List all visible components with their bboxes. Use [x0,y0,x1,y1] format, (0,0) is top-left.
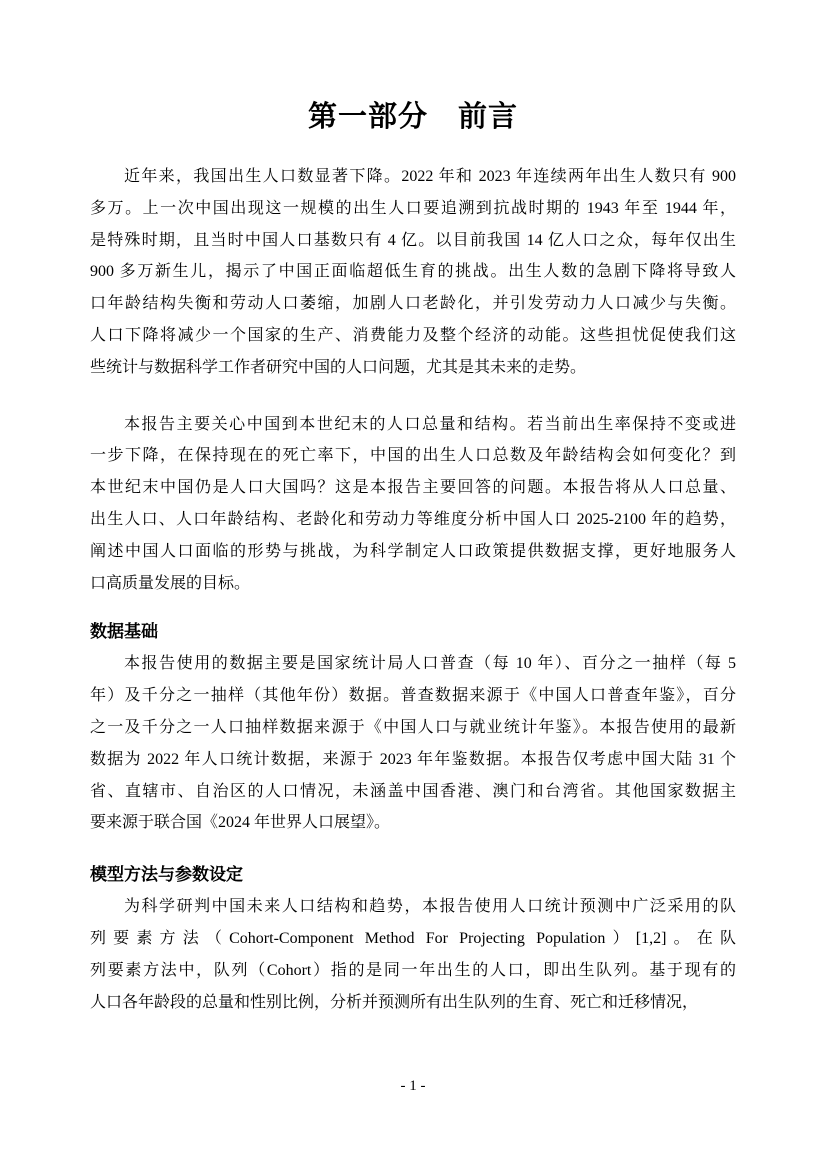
text-line: 本报告主要关心中国到本世纪末的人口总量和结构。若当前出生率保持不变或进 [124,415,736,433]
text-line: 本报告使用的数据主要是国家统计局人口普查（每 10 年）、百分之一抽样（每 5 [124,655,736,673]
text-line: 为科学研判中国未来人口结构和趋势，本报告使用人口统计预测中广泛采用的队 [124,898,736,916]
text-line: 多万。上一次中国出现这一规模的出生人口要追溯到抗战时期的 1943 年至 1944 年， [90,199,736,217]
text-line: 出生人口、人口年龄结构、老龄化和劳动力等维度分析中国人口 2025-2100 年的趋势， [90,510,736,528]
text-line: 列要素方法（Cohort-Component Method For Projecting Population）[1,2]。在队 [90,929,736,947]
text-line: 口年龄结构失衡和劳动人口萎缩，加剧人口老龄化，并引发劳动力人口减少与失衡。 [90,295,736,313]
text-line: 省、直辖市、自治区的人口情况，未涵盖中国香港、澳门和台湾省。其他国家数据主 [90,782,736,800]
section-heading: 模型方法与参数设定 [90,865,243,885]
page-number: - 1 - [400,1078,426,1094]
text-line: 些统计与数据科学工作者研究中国的人口问题，尤其是其未来的走势。 [90,358,587,376]
text-line: 人口下降将减少一个国家的生产、消费能力及整个经济的动能。这些担忧促使我们这 [90,326,736,344]
text-line: 阐述中国人口面临的形势与挑战，为科学制定人口政策提供数据支撑，更好地服务人 [90,542,736,560]
text-line: 年）及千分之一抽样（其他年份）数据。普查数据来源于《中国人口普查年鉴》，百分 [90,687,736,705]
text-line: 900 多万新生儿，揭示了中国正面临超低生育的挑战。出生人数的急剧下降将导致人 [90,263,736,281]
text-line: 列要素方法中，队列（Cohort）指的是同一年出生的人口，即出生队列。基于现有的 [90,961,736,979]
text-line: 一步下降，在保持现在的死亡率下，中国的出生人口总数及年龄结构会如何变化？到 [90,447,736,465]
text-line: 人口各年龄段的总量和性别比例，分析并预测所有出生队列的生育、死亡和迁移情况， [90,993,699,1011]
text-line: 要来源于联合国《2024 年世界人口展望》。 [90,814,391,832]
paragraph [90,161,736,384]
text-line: 近年来，我国出生人口数显著下降。2022 年和 2023 年连续两年出生人数只有 900 [124,168,736,185]
page-footer [0,1078,826,1095]
paragraph [90,409,736,600]
paragraph [90,648,736,839]
text-line: 是特殊时期，且当时中国人口基数只有 4 亿。以目前我国 14 亿人口之众，每年仅出生 [90,231,736,249]
text-line: 之一及千分之一人口抽样数据来源于《中国人口与就业统计年鉴》。本报告使用的最新 [90,718,736,736]
paragraph [90,891,736,1018]
page-title: 第一部分 前言 [307,101,518,133]
text-line: 本世纪末中国仍是人口大国吗？这是本报告主要回答的问题。本报告将从人口总量、 [90,479,736,497]
text-line: 数据为 2022 年人口统计数据，来源于 2023 年年鉴数据。本报告仅考虑中国大陆 31 个 [90,750,736,768]
section-heading: 数据基础 [90,622,158,642]
text-line: 口高质量发展的目标。 [90,574,251,592]
document-body [90,161,736,1018]
